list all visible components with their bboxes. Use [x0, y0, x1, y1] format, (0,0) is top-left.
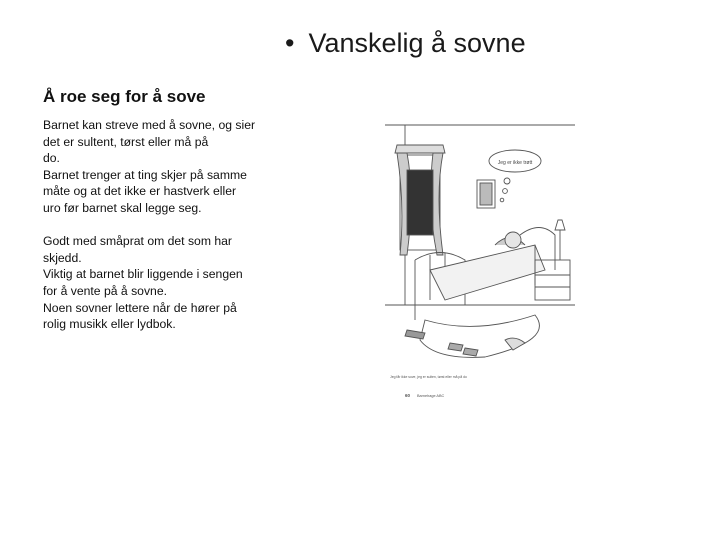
section-heading: Å roe seg for å sove [43, 87, 206, 106]
body-line: det er sultent, tørst eller må på [43, 134, 209, 149]
body-line: for å vente på å sovne. [43, 283, 167, 298]
slide-title [285, 28, 526, 59]
page-number: 60 [405, 393, 411, 398]
body-line: Noen sovner lettere når de hører på [43, 300, 237, 315]
body-line: måte og at det ikke er hastverk eller [43, 184, 237, 199]
bedroom-illustration [385, 95, 575, 455]
body-text [43, 117, 268, 333]
speech-bubble-text: Jeg er ikke trøtt [497, 160, 533, 166]
title-bullet: • [285, 28, 295, 58]
body-line: Viktig at barnet blir liggende i sengen [43, 267, 243, 282]
body-line: uro før barnet skal legge seg. [43, 200, 202, 215]
illustration-caption: Jeg får ikke sove, jeg er sulten, tørst eller må på do [390, 375, 467, 379]
body-line: Godt med småprat om det som har [43, 234, 232, 249]
bedroom-drawing [385, 95, 575, 455]
body-line: Barnet trenger at ting skjer på samme [43, 167, 247, 182]
body-line: skjedd. [43, 250, 82, 265]
body-line: Barnet kan streve med å sovne, og sier [43, 118, 256, 132]
title-text: Vanskelig å sovne [308, 28, 526, 58]
paragraph-gap [43, 217, 268, 234]
book-label: Barnehage ABC [417, 394, 445, 398]
body-line: do. [43, 151, 60, 166]
body-line: rolig musikk eller lydbok. [43, 317, 176, 332]
